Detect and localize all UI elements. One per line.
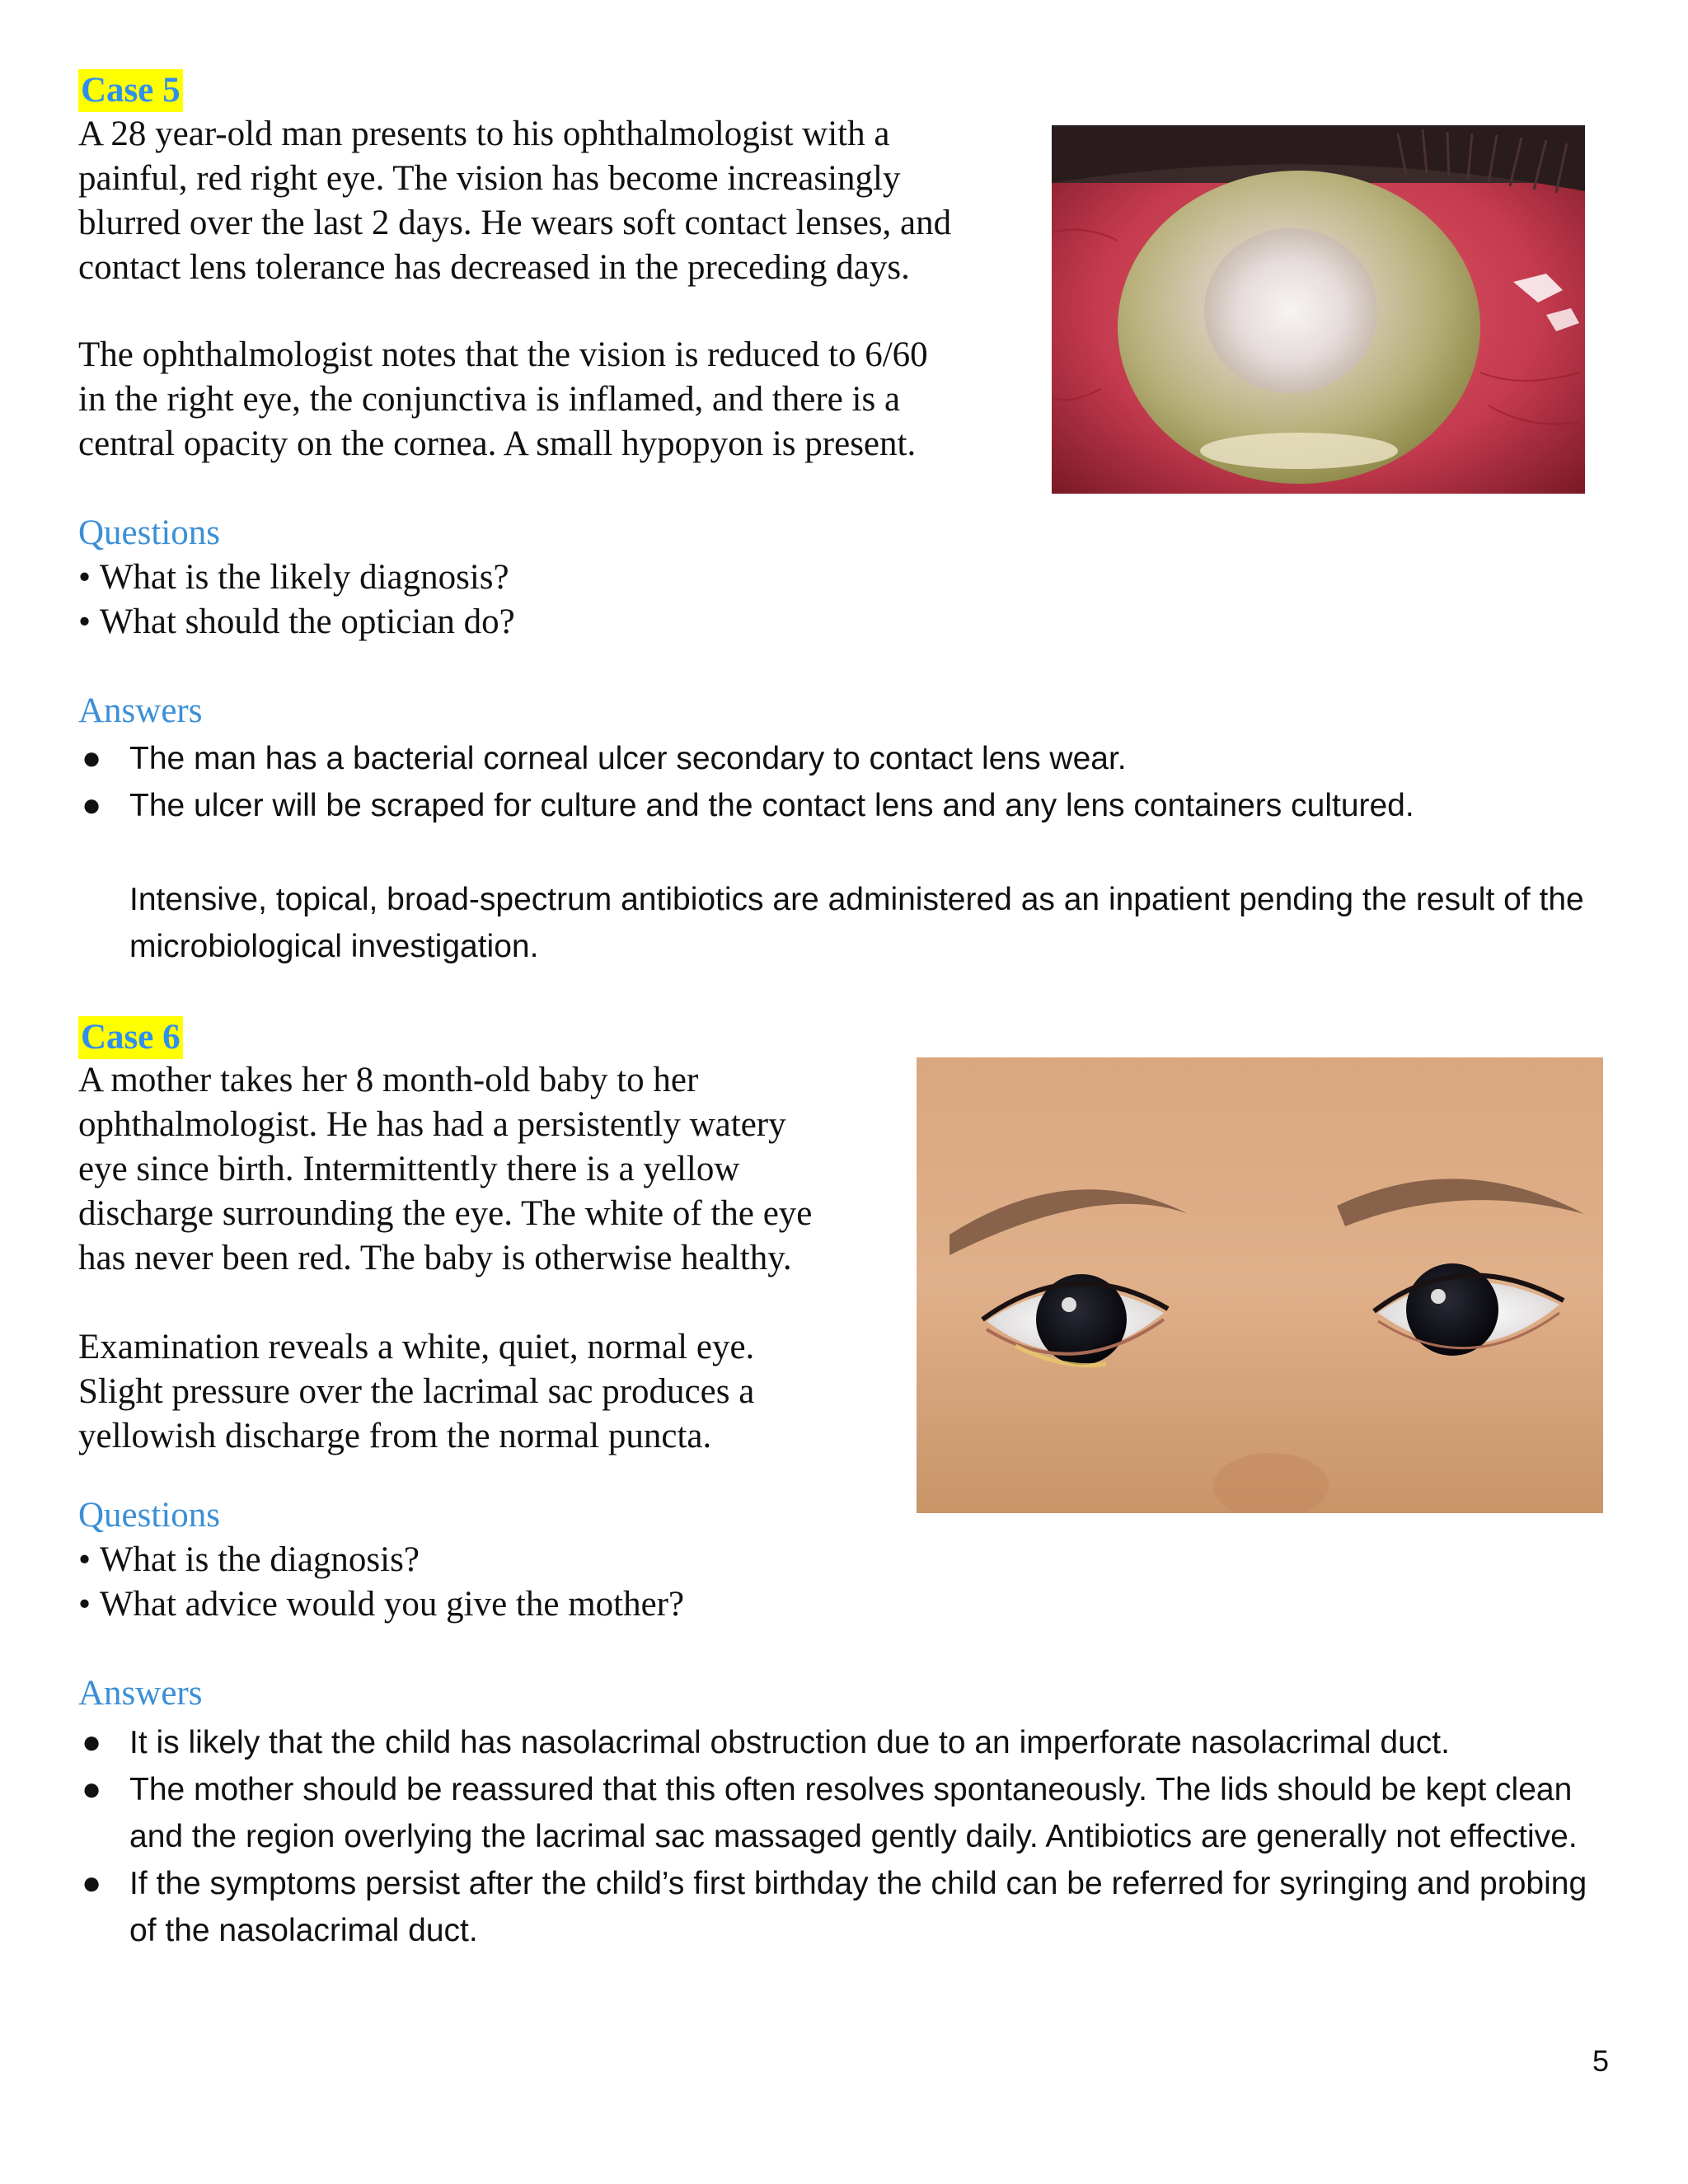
list-item [78, 735, 1611, 782]
case5-questions-list [78, 555, 515, 644]
answer-text: The man has a bacterial corneal ulcer secondary to contact lens wear. [129, 741, 1127, 776]
case5-findings-line: in the right eye, the conjunctiva is inflamed, and there is a [78, 380, 901, 419]
case6-presentation-line: A mother takes her 8 month-old baby to her [78, 1061, 699, 1099]
case5-answers-list [78, 735, 1611, 970]
case5-presentation-line: blurred over the last 2 days. He wears soft contact lenses, and [78, 204, 952, 242]
case6-baby-eyes-photo [917, 1057, 1603, 1513]
case5-answers-title: Answers [78, 691, 203, 730]
case5-answer-extra: Intensive, topical, broad-spectrum antibiotics are administered as an inpatient pending the result of the microbiological investigation. [129, 882, 1584, 964]
case6-presentation-line: ophthalmologist. He has had a persistently watery [78, 1105, 786, 1144]
case5-presentation-line: A 28 year-old man presents to his ophthalmologist with a [78, 115, 890, 153]
list-item: • What should the optician do? [78, 600, 515, 644]
answer-text: It is likely that the child has nasolacrimal obstruction due to an imperforate nasolacrimal duct. [129, 1725, 1450, 1760]
case6-presentation-line: discharge surrounding the eye. The white of the eye [78, 1194, 813, 1233]
bullet-icon: ● [82, 1865, 102, 1901]
case5-presentation [78, 112, 951, 290]
bullet-icon: ● [82, 1771, 102, 1807]
answer-text: The mother should be reassured that this often resolves spontaneously. The lids should be kept clean and the region overlying the lacrimal sac massaged gently daily. Antibiotics are generally not effective. [129, 1772, 1578, 1854]
list-item: • What advice would you give the mother? [78, 1582, 684, 1627]
answer-text: The ulcer will be scraped for culture and the contact lens and any lens containers cultured. [129, 788, 1414, 823]
case6-presentation [78, 1058, 812, 1281]
case5-presentation-line: contact lens tolerance has decreased in the preceding days. [78, 248, 910, 287]
case6-presentation-line: has never been red. The baby is otherwise healthy. [78, 1239, 792, 1277]
case5-findings-line: central opacity on the cornea. A small hypopyon is present. [78, 424, 917, 463]
page-number: 5 [1592, 2044, 1609, 2078]
bullet-icon: ● [82, 787, 102, 823]
list-item [78, 1719, 1620, 1766]
case6-answers-title: Answers [78, 1674, 203, 1713]
bullet-icon: ● [82, 1724, 102, 1760]
case6-findings-line: Examination reveals a white, quiet, normal eye. [78, 1328, 755, 1366]
answer-text: If the symptoms persist after the child’s first birthday the child can be referred for syringing and probing of the nasolacrimal duct. [129, 1866, 1587, 1948]
list-item [78, 782, 1611, 829]
case5-corneal-ulcer-photo [1052, 125, 1585, 494]
list-item: • What is the diagnosis? [78, 1538, 684, 1582]
case5-questions-title: Questions [78, 513, 220, 552]
list-item [78, 1860, 1613, 1954]
case6-findings-line: Slight pressure over the lacrimal sac produces a [78, 1372, 755, 1411]
case6-questions-title: Questions [78, 1496, 220, 1535]
case6-findings-line: yellowish discharge from the normal puncta. [78, 1417, 712, 1455]
list-item: • What is the likely diagnosis? [78, 555, 515, 600]
case5-presentation-line: painful, red right eye. The vision has become increasingly [78, 159, 901, 198]
case5-findings [78, 333, 928, 466]
case6-questions-list [78, 1538, 684, 1627]
case6-findings [78, 1325, 754, 1459]
case6-presentation-line: eye since birth. Intermittently there is a yellow [78, 1150, 740, 1188]
case6-answers-list [78, 1719, 1620, 1954]
bullet-icon: ● [82, 740, 102, 776]
list-item [78, 1766, 1613, 1860]
case5-findings-line: The ophthalmologist notes that the vision is reduced to 6/60 [78, 335, 928, 374]
case6-heading: Case 6 [78, 1016, 183, 1059]
case5-heading: Case 5 [78, 69, 183, 112]
